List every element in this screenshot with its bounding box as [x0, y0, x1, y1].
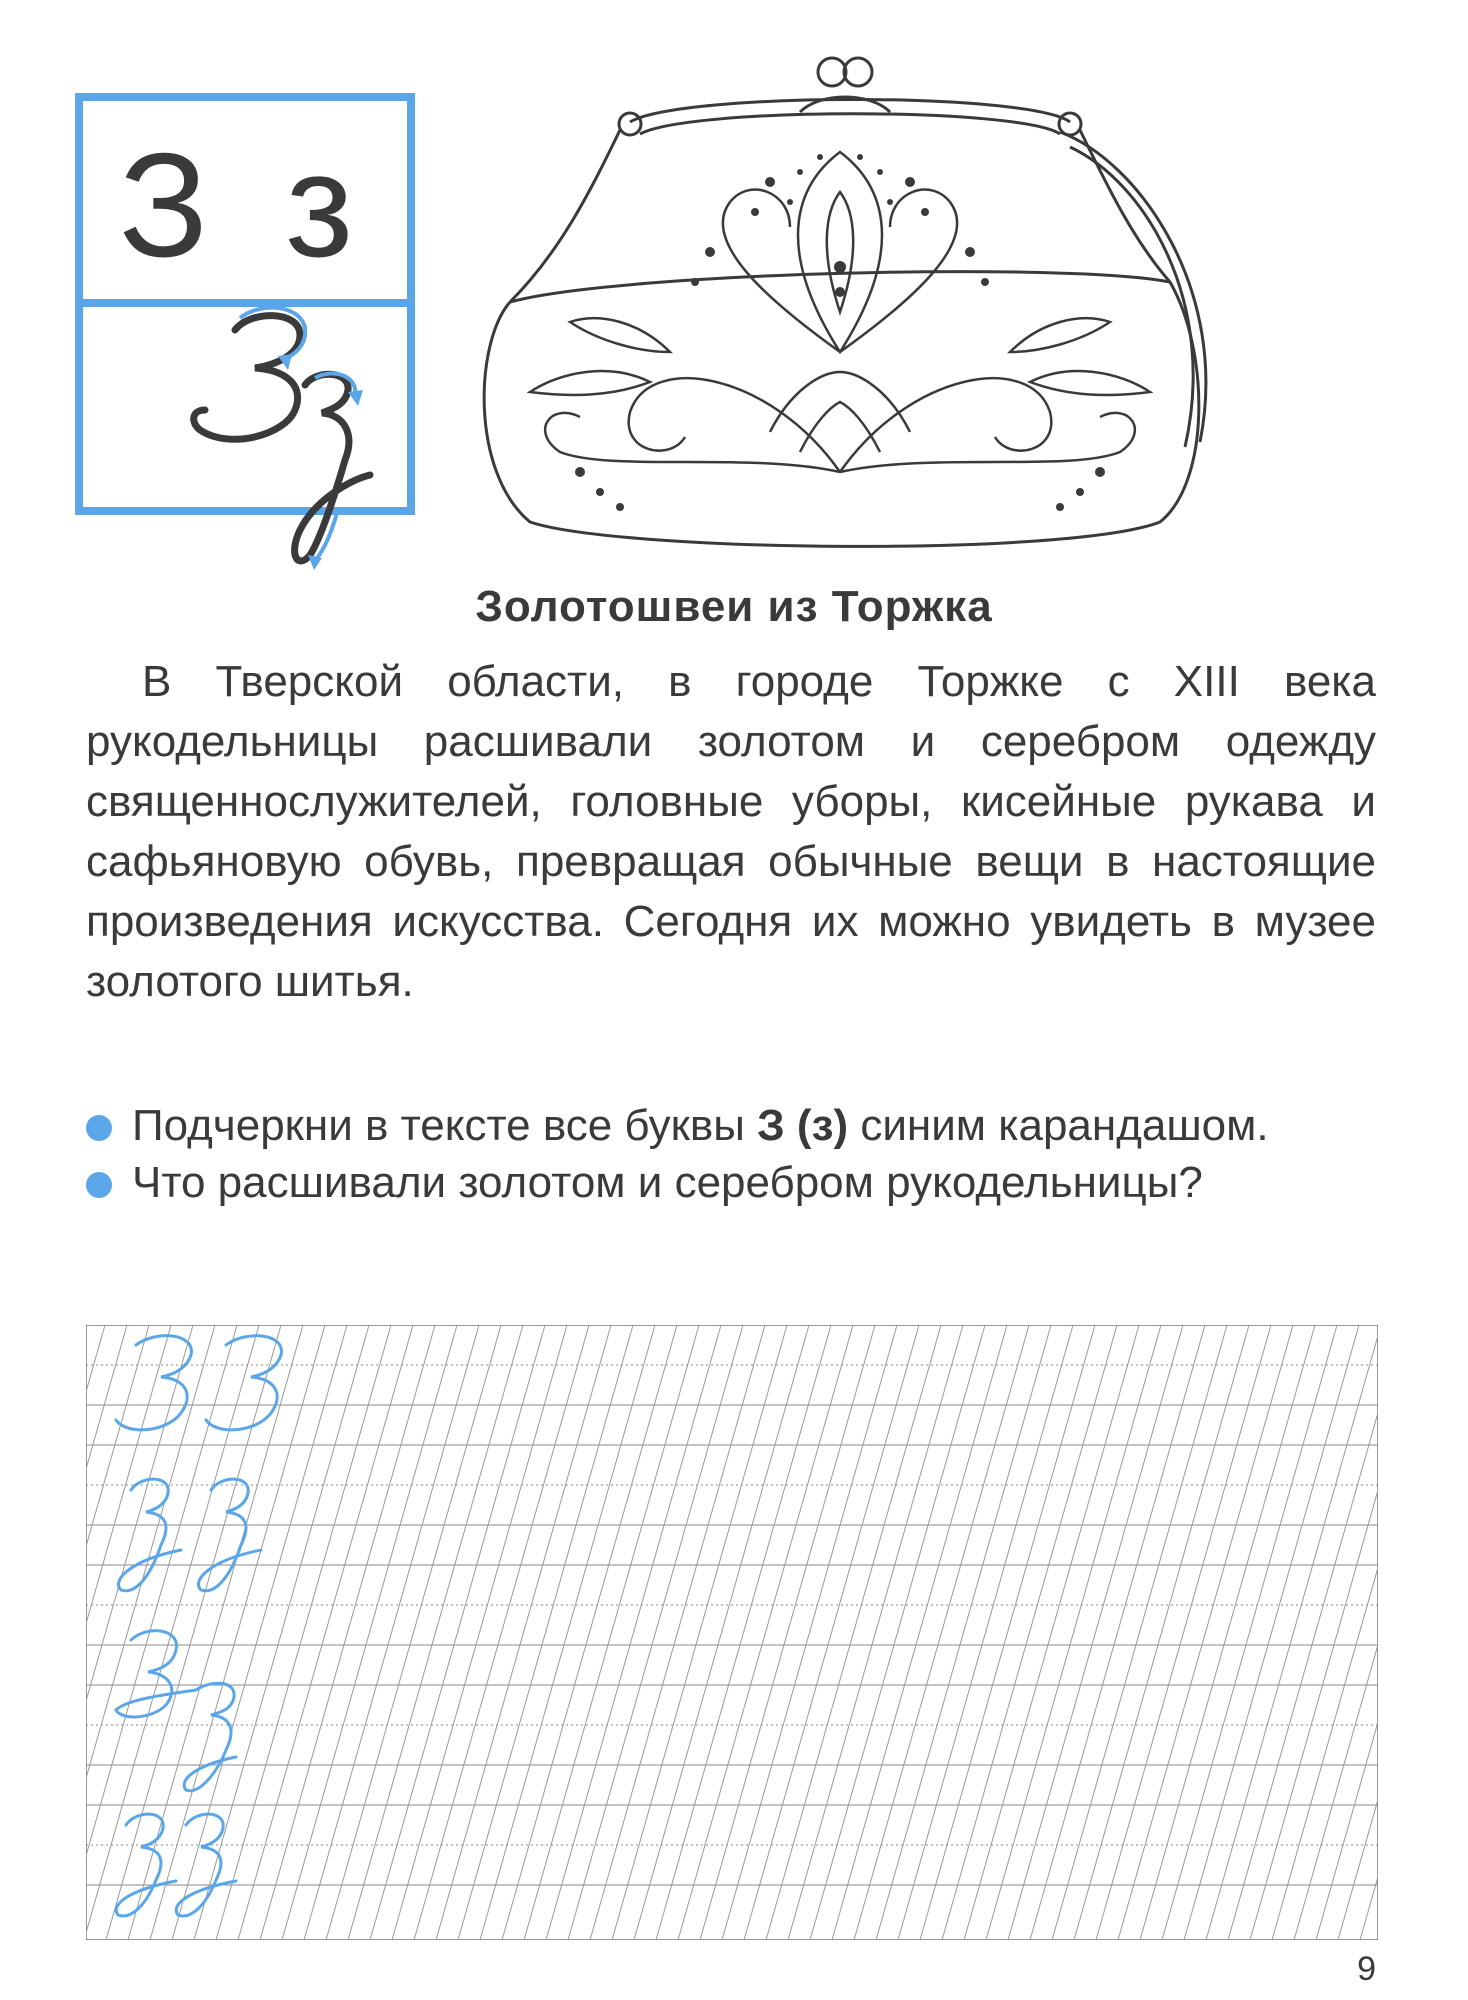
script-letter-sample	[100, 210, 400, 570]
task-text-before: Подчеркни в тексте все буквы	[132, 1101, 745, 1150]
page-number: 9	[1357, 1950, 1376, 1988]
task-text-after: синим карандашом.	[860, 1101, 1269, 1150]
embroidered-purse-illustration	[470, 52, 1270, 562]
section-title: Золотошвеи из Торжка	[475, 582, 993, 631]
task-underline-letters	[86, 1097, 1376, 1154]
bullet-dot-icon	[86, 1115, 112, 1141]
task-list	[86, 1097, 1376, 1211]
story-paragraph: В Тверской области, в городе Торжке с XIII века рукодельницы расшивали золотом и серебром одежду священнослужителей, головные уборы, кисейные рукава и сафьяновую обувь, превращая обычные вещи в настоящие произведения искусства. Сегодня их можно увидеть в музее золотого шитья.	[86, 657, 1376, 1006]
story-text	[86, 652, 1376, 1012]
task-highlight-letters: З (з)	[757, 1101, 849, 1150]
copybook-writing-grid	[86, 1325, 1378, 1940]
printed-letters: З з	[118, 123, 372, 288]
bullet-dot-icon	[86, 1172, 112, 1198]
task-question	[86, 1154, 1376, 1211]
task-question-text: Что расшивали золотом и серебром рукодельницы?	[132, 1158, 1203, 1207]
